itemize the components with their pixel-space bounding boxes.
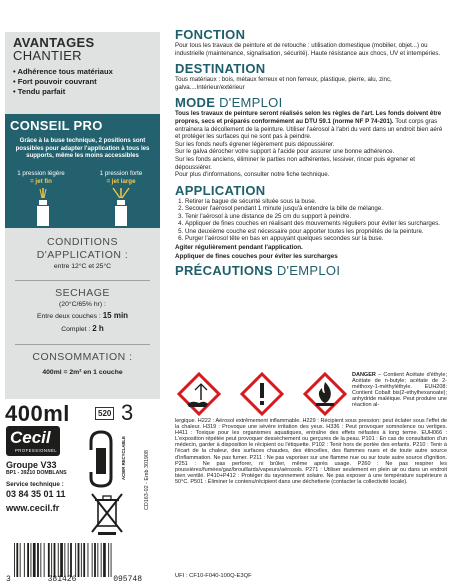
conditions-title-1: CONDITIONS bbox=[47, 236, 118, 248]
barcode-bar bbox=[40, 543, 41, 577]
barcode-bar bbox=[54, 543, 56, 577]
list-item: • Adhérence tous matériaux bbox=[13, 67, 113, 76]
barcode-bar bbox=[75, 543, 76, 577]
destination-text: Tous matériaux : bois, métaux ferreux et non ferreux, plastique, pierre, alu, zinc, galva....Intérieur/extérieur bbox=[175, 76, 392, 91]
consommation-title: CONSOMMATION : bbox=[32, 351, 133, 363]
barcode-digit-group-2: 095748 bbox=[113, 575, 142, 584]
danger-statement bbox=[352, 372, 447, 409]
barcode-bar bbox=[92, 543, 93, 577]
danger-text: – Contient Acétate d'éthyle; Acétate de n-butyle; acétate de 2-méthoxy-1-méthyléthyle. EUH208: Contient Cobalt bis(2-ethylhexanoate); anhydride maléique. Peut produire une réaction al- bbox=[352, 372, 447, 409]
avantages-list bbox=[13, 67, 152, 97]
barcode-bar bbox=[81, 543, 82, 577]
barcode-bar bbox=[68, 543, 69, 577]
mode-title-bold: MODE bbox=[175, 95, 216, 111]
avantages-title: AVANTAGES bbox=[13, 35, 95, 50]
list-item: • Fort pouvoir couvrant bbox=[13, 77, 97, 86]
divider bbox=[15, 344, 150, 345]
avantages-subtitle: CHANTIER bbox=[13, 48, 82, 63]
barcode-bar bbox=[44, 543, 45, 577]
flame-hazard-icon bbox=[305, 374, 345, 414]
barcode bbox=[6, 543, 138, 577]
right-column bbox=[175, 28, 447, 278]
entre-couches-label: Entre deux couches : bbox=[36, 313, 101, 320]
barcode-bar bbox=[58, 543, 59, 577]
list-item: 1. Retirer la bague de sécurité située sous la buse. bbox=[185, 198, 447, 206]
barcode-bar bbox=[31, 543, 32, 577]
danger-label: DANGER bbox=[352, 372, 376, 378]
entre-couches-row bbox=[5, 310, 160, 323]
barcode-bar bbox=[94, 543, 96, 577]
barcode-bar bbox=[64, 543, 65, 577]
mode-text-1: Tout corps gras entrainera la décollement de la peinture. Utiliser l'aérosol à l'abri du vent dans un endroit bien aéré et protéger les surfaces qui ne sont pas à peindre. bbox=[175, 117, 443, 141]
mode-text-2: Sur les fonds neufs égrener légèrement puis dépoussiérer. bbox=[175, 140, 335, 148]
barcode-bar bbox=[108, 543, 109, 577]
barcode-bar bbox=[51, 543, 52, 577]
brand-subtitle: PROFESSIONNEL bbox=[15, 448, 58, 453]
barcode-bar bbox=[78, 543, 80, 577]
list-item: 2. Secouer l'aérosol pendant 1 minute jusqu'à entendre la bille de mélange. bbox=[185, 205, 447, 213]
temperature-range: entre 12°C et 25°C bbox=[53, 263, 112, 270]
mode-title-thin: D'EMPLOI bbox=[215, 95, 283, 111]
light-pressure-text: 1 pression légère bbox=[17, 170, 65, 177]
website-link[interactable]: www.cecil.fr bbox=[6, 503, 60, 513]
mode-bold-text: Tous les travaux de peinture seront réalisés selon les règles de l'art. Les fonds doivent être propres, secs et préparés conformément au DTU 59.1 (norme NF P 74-201). bbox=[175, 110, 442, 125]
mode-emploi-text bbox=[175, 110, 447, 140]
barcode-bar bbox=[60, 543, 63, 577]
crossed-bin-icon bbox=[90, 492, 124, 536]
application-title: APPLICATION bbox=[175, 182, 266, 198]
entre-couches-value: 15 min bbox=[102, 311, 129, 320]
complet-value: 2 h bbox=[92, 324, 104, 333]
strong-pressure-text: 1 pression forte bbox=[99, 170, 143, 177]
exclamation-hazard-icon bbox=[242, 374, 282, 414]
barcode-bar bbox=[37, 543, 39, 577]
hazard-statements: lergique. H222 : Aérosol extrêmement inflammable. H229 : Récipient sous pression: peut éclater sous l'effet de la chaleur. H319 : Provoque une sévère irritation des yeux. H336 : Peut provoquer somnolence ou vertiges. H411 : Toxique pour les organismes aquatiques, entraîne des effets néfastes à long terme. EUH066 : L'exposition répétée peut provoquer dessèchement ou gerçures de la peau. P101 : En cas de consultation d'un médecin, garder à disposition le récipient ou l'étiquette. P102 : Tenir hors de portée des enfants. P210 : Tenir à l'écart de la chaleur, des surfaces chaudes, des étincelles, des flammes nues et de toute autre source d'inflammation. Ne pas fumer. P211 : Ne pas vaporiser sur une flamme nue ou sur toute autre source d'ignition. P251 : Ne pas perforer, ni brûler, même après usage. P260 : Ne pas respirer les poussières/fumées/gaz/brouillards/vapeurs/aérosols. P271 : Utiliser seulement en plein air ou dans un endroit bien ventilé. P410+P412 : Protéger du rayonnement solaire. Ne pas exposer à une température supérieure à 50°C. P501 : Éliminer le contenu/récipient dans une déchetterie (contacter la collectivité locale). bbox=[175, 418, 447, 485]
recyclable-steel-icon bbox=[87, 428, 115, 488]
precautions-title-thin: D'EMPLOI bbox=[272, 263, 341, 278]
barcode-bar bbox=[33, 543, 36, 577]
list-item: 5. Une deuxième couche est nécessaire pour apporter toutes les propriétés de la peinture. bbox=[185, 228, 447, 236]
groupe-name: Groupe V33 bbox=[6, 460, 57, 470]
divider bbox=[15, 280, 150, 281]
wide-jet-text: = jet large bbox=[106, 178, 136, 185]
conseil-pro-box bbox=[5, 114, 160, 228]
barcode-digit-prefix: 3 bbox=[6, 575, 11, 584]
fine-spray-icon bbox=[33, 188, 53, 226]
sechage-title: SECHAGE bbox=[55, 287, 110, 299]
complet-row bbox=[5, 323, 160, 336]
fonction-text: Pour tous les travaux de peinture et de retouche : utilisation domestique (mobilier, objet...) ou industrielle (maintenance, signalisation, sécurité). Haute résistance aux chocs, UV et intempéries. bbox=[175, 42, 441, 57]
precautions-title-bold: PRÉCAUTIONS bbox=[175, 263, 273, 278]
mode-emploi-title bbox=[175, 96, 447, 110]
barcode-bar bbox=[27, 543, 29, 577]
barcode-bar bbox=[101, 543, 102, 577]
sechage-subtitle: (20°C/65% hr) : bbox=[59, 301, 106, 308]
left-column bbox=[0, 0, 164, 584]
barcode-digits bbox=[6, 575, 142, 584]
list-item: • Tendu parfait bbox=[13, 87, 66, 96]
list-item: 3. Tenir l'aérosol à une distance de 25 cm du support à peindre. bbox=[185, 213, 447, 221]
product-code: 520 bbox=[95, 407, 114, 420]
conseil-pro-text: Grâce à la buse technique, 2 positions sont possibles pour adapter l'application à tous les supports, même les moins accessibles bbox=[15, 137, 150, 160]
wide-spray-icon bbox=[111, 188, 131, 226]
ufi-code: UFI : CF10-F040-100Q-E3QF bbox=[175, 573, 252, 579]
barcode-bar bbox=[70, 543, 72, 577]
recycle-digit: 3 bbox=[121, 400, 134, 425]
phone-number: 03 84 35 01 11 bbox=[6, 489, 66, 499]
mode-text-3: Sur le galva dérocher votre support à l'acide pour assurer une bonne adhérence. bbox=[175, 148, 395, 156]
complet-label: Complet : bbox=[61, 326, 91, 333]
application-steps bbox=[175, 198, 447, 243]
conditions-title-2: D'APPLICATION : bbox=[36, 249, 129, 261]
address: BP1 - 39210 DOMBLANS bbox=[6, 470, 67, 476]
barcode-digit-group-1: 381426 bbox=[47, 575, 77, 584]
consommation-value: 400ml = 2m² en 1 couche bbox=[42, 369, 123, 376]
service-label: Service technique : bbox=[6, 481, 64, 488]
fines-couches-note: Appliquer de fines couches pour éviter les surcharges bbox=[175, 253, 338, 260]
barcode-bar bbox=[14, 543, 15, 577]
brand-name: Cecil bbox=[10, 428, 51, 447]
list-item: 6. Purger l'aérosol tête en bas en appuyant quelques secondes sur la buse. bbox=[185, 235, 447, 243]
mode-text-5: Pour plus d'informations, consulter notre fiche technique. bbox=[175, 171, 330, 179]
lot-code: CD163-02 - Emb 301908 bbox=[144, 450, 150, 510]
barcode-bar bbox=[20, 543, 21, 577]
barcode-bar bbox=[24, 543, 25, 577]
acier-recyclable-text: ACIER RECYCLABLE bbox=[121, 436, 126, 480]
barcode-bar bbox=[16, 543, 18, 577]
fonction-title: FONCTION bbox=[175, 27, 246, 42]
agiter-note: Agiter régulièrement pendant l'application. bbox=[175, 244, 303, 251]
conseil-pro-title: CONSEIL PRO bbox=[10, 118, 103, 133]
mode-text-4: Sur les fonds anciens, éliminer le parties non adhérentes, lessiver, rincer puis égrener et dépoussiérer. bbox=[175, 155, 415, 171]
barcode-bar bbox=[48, 543, 50, 577]
avantages-box bbox=[5, 32, 160, 114]
barcode-bar bbox=[83, 543, 85, 577]
precautions-title bbox=[175, 264, 447, 278]
conditions-box bbox=[5, 228, 160, 399]
strong-pressure-label bbox=[89, 170, 153, 186]
environment-hazard-icon bbox=[179, 374, 219, 414]
hazard-pictograms bbox=[175, 372, 351, 416]
list-item: 4. Appliquer de fines couches en réalisant des mouvements réguliers pour éviter les surcharges. bbox=[185, 220, 447, 228]
volume-label: 400ml bbox=[5, 401, 70, 426]
barcode-bar bbox=[97, 543, 98, 577]
barcode-bar bbox=[103, 543, 106, 577]
barcode-bar bbox=[111, 543, 112, 577]
light-pressure-label bbox=[9, 170, 73, 186]
fine-jet-text: = jet fin bbox=[30, 178, 52, 185]
destination-title: DESTINATION bbox=[175, 61, 266, 77]
barcode-bar bbox=[88, 543, 89, 577]
